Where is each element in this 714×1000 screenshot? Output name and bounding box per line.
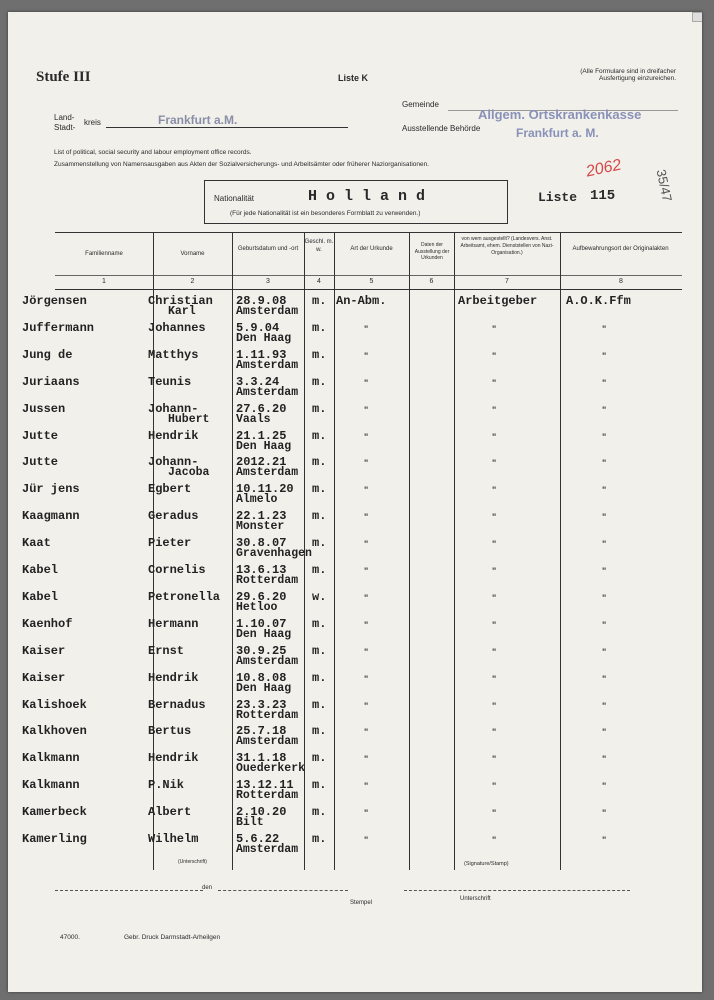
den-label: den <box>202 885 213 891</box>
given-name2-cell: Hubert <box>168 412 210 426</box>
col-number-2: 2 <box>190 278 195 285</box>
nationality-note: (Für jede Nationalität ist ein besonderes Formblatt zu verwenden.) <box>230 210 421 217</box>
birth-date-cell: 22.1.23 <box>236 509 287 524</box>
nationality-value: H o l l a n d <box>308 188 426 205</box>
table-row <box>8 805 702 833</box>
kreis-underline <box>106 127 348 128</box>
paper-clip-mark <box>692 12 702 22</box>
document-type-cell: " <box>364 323 369 334</box>
given-name-cell: Pieter <box>148 536 192 551</box>
col-number-8: 8 <box>619 278 623 285</box>
surname-cell: Jörgensen <box>22 294 87 308</box>
given-name-cell: Christian <box>148 294 213 308</box>
list-german: Zusammenstellung von Namensausgaben aus Akten der Sozialversicherungs- und Arbeitsämter oder früherer Naziorganisationen. <box>54 161 430 168</box>
birth-date-cell: 5.9.04 <box>236 320 280 335</box>
given-name-cell: Wilhelm <box>148 832 199 846</box>
birth-place-cell: Rotterdam <box>236 574 299 587</box>
table-row <box>8 751 702 779</box>
issuer-cell: " <box>492 377 497 388</box>
sex-cell: m. <box>312 374 327 389</box>
birth-date-cell: 13.12.11 <box>236 778 294 793</box>
birth-place-cell: Amsterdam <box>236 843 299 856</box>
surname-cell: Juriaans <box>22 374 80 389</box>
given-name-cell: Johann- <box>148 401 199 416</box>
red-handwritten-mark: 2062 <box>584 156 623 181</box>
table-row <box>8 590 702 618</box>
given-name-cell: Hendrik <box>148 428 199 443</box>
col-number-6: 6 <box>429 278 434 285</box>
issuer-cell: " <box>492 458 497 469</box>
sex-cell: m. <box>312 616 327 631</box>
surname-cell: Kalkhoven <box>22 724 87 739</box>
surname-cell: Kaat <box>22 536 51 551</box>
birth-date-cell: 3.3.24 <box>236 374 280 389</box>
sex-cell: m. <box>312 428 327 443</box>
given-name-cell: Ernst <box>148 643 185 658</box>
sex-cell: m. <box>312 401 327 416</box>
archive-location-cell: " <box>602 835 607 845</box>
birth-place-cell: Amsterdam <box>236 358 299 372</box>
col-number-5: 5 <box>369 278 374 285</box>
archive-location-cell: " <box>602 619 607 630</box>
archive-location-cell: " <box>602 323 607 334</box>
archive-location-cell: " <box>602 377 607 388</box>
col-header-vorname: Vorname <box>180 251 205 257</box>
document-type-cell: " <box>364 512 369 523</box>
birth-date-cell: 30.8.07 <box>236 536 287 551</box>
document-type-cell: " <box>364 431 369 442</box>
birth-place-cell: Amsterdam <box>236 385 299 399</box>
document-type-cell: " <box>364 619 369 630</box>
birth-place-cell: Den Haag <box>236 681 292 695</box>
table-row <box>8 832 702 860</box>
birth-place-cell: Rotterdam <box>236 708 299 722</box>
issuer-cell: " <box>492 350 497 361</box>
birth-place-cell: Amsterdam <box>236 466 299 480</box>
archive-location-cell: " <box>602 539 607 550</box>
table-row <box>8 698 702 726</box>
document-type-cell: " <box>364 700 369 711</box>
stempel-label: Stempel <box>350 900 373 906</box>
sex-cell: m. <box>312 320 327 335</box>
document-type-cell: " <box>364 592 369 603</box>
sex-cell: m. <box>312 455 327 470</box>
issuer-cell: " <box>492 673 497 684</box>
archive-location-cell: A.O.K.Ffm <box>566 294 631 308</box>
birth-date-cell: 23.3.23 <box>236 697 287 712</box>
issuer-cell: " <box>492 646 497 657</box>
birth-place-cell: Gravenhagen <box>236 547 312 561</box>
col-header-geschlecht: Geschl. m. w. <box>304 239 334 253</box>
list-english: List of political, social security and labour employment office records. <box>54 149 252 156</box>
birth-date-cell: 5.6.22 <box>236 832 280 846</box>
document-type-cell: " <box>364 808 369 819</box>
surname-cell: Kalkmann <box>22 751 80 766</box>
table-row <box>8 429 702 457</box>
sex-cell: m. <box>312 751 327 766</box>
birth-place-cell: Hetloo <box>236 600 278 614</box>
document-type-cell: " <box>364 485 369 496</box>
table-row <box>8 644 702 672</box>
birth-date-cell: 21.1.25 <box>236 428 287 443</box>
birth-place-cell: Den Haag <box>236 439 292 453</box>
stadt-label: Stadt- <box>54 123 76 132</box>
surname-cell: Kabel <box>22 563 59 577</box>
archive-location-cell: " <box>602 808 607 819</box>
issuer-cell: " <box>492 592 497 603</box>
birth-date-cell: 30.9.25 <box>236 643 287 658</box>
col-number-1: 1 <box>102 278 106 285</box>
given-name-cell: Hendrik <box>148 751 199 766</box>
birth-date-cell: 25.7.18 <box>236 724 287 739</box>
birth-date-cell: 29.6.20 <box>236 589 287 604</box>
document-type-cell: " <box>364 781 369 792</box>
place-dotted-line <box>55 890 203 891</box>
issuer-cell: " <box>492 323 497 334</box>
issuer-cell: " <box>492 727 497 738</box>
unterschrift-small-label: (Unterschrift) <box>178 859 207 865</box>
document-type-cell: " <box>364 377 369 388</box>
birth-place-cell: Vaals <box>236 412 271 426</box>
table-row <box>8 482 702 510</box>
birth-date-cell: 10.11.20 <box>236 482 294 497</box>
printer-label: Gebr. Druck Darmstadt-Arheilgen <box>124 934 221 941</box>
signature-dotted-line <box>404 890 630 891</box>
document-type-cell: " <box>364 646 369 657</box>
land-label: Land- <box>54 113 75 122</box>
document-type-cell: " <box>364 350 369 361</box>
archive-location-cell: " <box>602 458 607 469</box>
sex-cell: m. <box>312 778 327 793</box>
issuer-cell: " <box>492 835 497 845</box>
document-type-cell: " <box>364 539 369 550</box>
birth-date-cell: 13.6.13 <box>236 563 287 577</box>
birth-date-cell: 27.6.20 <box>236 401 287 416</box>
issuer-cell: " <box>492 754 497 765</box>
sex-cell: m. <box>312 563 327 577</box>
document-type-cell: " <box>364 566 369 576</box>
document-page <box>8 12 702 992</box>
birth-date-cell: 2012.21 <box>236 455 287 470</box>
sex-cell: m. <box>312 482 327 497</box>
pencil-mark: 35/47 <box>653 168 675 203</box>
surname-cell: Kaenhof <box>22 616 73 631</box>
given-name2-cell: Jacoba <box>168 466 210 480</box>
issuer-cell: " <box>492 512 497 523</box>
issuer-cell: " <box>492 781 497 792</box>
given-name-cell: P.Nik <box>148 778 185 793</box>
stamp-line1: Allgem. Ortskrankenkasse <box>478 107 642 122</box>
col-number-4: 4 <box>317 278 321 285</box>
date-dotted-line <box>218 890 348 891</box>
birth-place-cell: Amsterdam <box>236 654 299 668</box>
archive-location-cell: " <box>602 431 607 442</box>
issuer-cell: " <box>492 485 497 496</box>
given-name-cell: Hendrik <box>148 670 199 685</box>
unterschrift-label: Unterschrift <box>460 896 491 902</box>
issuer-cell: Arbeitgeber <box>458 294 538 308</box>
birth-date-cell: 1.10.07 <box>236 616 287 631</box>
surname-cell: Jutte <box>22 455 59 470</box>
print-number: 47000. <box>60 934 80 941</box>
col-header-aussteller: von wem ausgestellt? (Landesvers. Anst. Arbeitsamt, ehem. Dienststellen von Nazi-Organisation.) <box>460 236 554 256</box>
table-row <box>8 536 702 564</box>
birth-date-cell: 1.11.93 <box>236 347 287 362</box>
birth-place-cell: Amsterdam <box>236 305 299 318</box>
archive-location-cell: " <box>602 727 607 738</box>
archive-location-cell: " <box>602 566 607 576</box>
archive-location-cell: " <box>602 700 607 711</box>
col-header-geburtsdatum: Geburtsdatum und -ort <box>237 246 299 252</box>
liste-number-label: Liste <box>538 190 578 205</box>
birth-date-cell: 28.9.08 <box>236 294 287 308</box>
birth-place-cell: Almelo <box>236 493 278 507</box>
surname-cell: Kaiser <box>22 670 66 685</box>
birth-place-cell: Ouederkerk <box>236 762 306 776</box>
archive-location-cell: " <box>602 592 607 603</box>
table-row <box>8 778 702 806</box>
surname-cell: Kaiser <box>22 643 66 658</box>
given-name-cell: Cornelis <box>148 563 206 577</box>
sex-cell: m. <box>312 805 327 820</box>
document-type-cell: " <box>364 835 369 845</box>
given-name-cell: Hermann <box>148 616 199 631</box>
col-header-aufbewahrung: Aufbewahrungsort der Originalakten <box>572 246 669 252</box>
sex-cell: m. <box>312 670 327 685</box>
birth-date-cell: 10.8.08 <box>236 670 287 685</box>
given-name2-cell: Karl <box>168 305 196 318</box>
surname-cell: Jussen <box>22 401 66 416</box>
document-type-cell: " <box>364 458 369 469</box>
archive-location-cell: " <box>602 754 607 765</box>
gemeinde-label: Gemeinde <box>402 100 439 109</box>
given-name-cell: Johann- <box>148 455 199 470</box>
archive-location-cell: " <box>602 350 607 361</box>
birth-place-cell: Den Haag <box>236 331 292 345</box>
document-type-cell: An-Abm. <box>336 294 387 308</box>
liste-label: Liste K <box>338 73 369 83</box>
kreis-label: kreis <box>84 118 101 127</box>
sex-cell: m. <box>312 294 327 308</box>
sex-cell: w. <box>312 589 327 604</box>
birth-place-cell: Bilt <box>236 816 264 830</box>
table-row <box>8 375 702 403</box>
table-row <box>8 348 702 376</box>
sex-cell: m. <box>312 509 327 524</box>
sex-cell: m. <box>312 536 327 551</box>
given-name-cell: Bertus <box>148 724 192 739</box>
document-type-cell: " <box>364 754 369 765</box>
given-name-cell: Teunis <box>148 374 192 389</box>
archive-location-cell: " <box>602 646 607 657</box>
stufe-label: Stufe III <box>36 69 91 85</box>
issuer-cell: " <box>492 539 497 550</box>
surname-cell: Jür jens <box>22 482 80 497</box>
col-header-daten: Daten der Ausstellung der Urkunden <box>414 242 450 261</box>
col-header-art: Art der Urkunde <box>350 246 393 252</box>
archive-location-cell: " <box>602 485 607 496</box>
table-row <box>8 509 702 537</box>
table-row <box>8 321 702 349</box>
birth-date-cell: 2.10.20 <box>236 805 287 820</box>
document-type-cell: " <box>364 673 369 684</box>
sex-cell: m. <box>312 643 327 658</box>
table-header-divider <box>55 275 682 276</box>
surname-cell: Kabel <box>22 589 59 604</box>
form-note-line2: Ausfertigung einzureichen. <box>599 75 676 82</box>
sex-cell: m. <box>312 724 327 739</box>
table-row <box>8 671 702 699</box>
nationality-label: Nationalität <box>214 194 255 203</box>
col-number-7: 7 <box>505 278 509 285</box>
birth-place-cell: Rotterdam <box>236 789 299 803</box>
surname-cell: Jutte <box>22 428 59 443</box>
table-row <box>8 402 702 430</box>
surname-cell: Kaagmann <box>22 509 80 524</box>
given-name-cell: Petronella <box>148 589 221 604</box>
col-header-familienname: Familienname <box>85 251 123 257</box>
issuer-cell: " <box>492 566 497 576</box>
issuer-cell: " <box>492 404 497 415</box>
archive-location-cell: " <box>602 673 607 684</box>
surname-cell: Kamerling <box>22 832 87 846</box>
given-name-cell: Geradus <box>148 509 199 524</box>
signature-stamp-label: (Signature/Stamp) <box>464 861 509 867</box>
given-name-cell: Egbert <box>148 482 192 497</box>
sex-cell: m. <box>312 832 327 846</box>
issuer-cell: " <box>492 700 497 711</box>
sex-cell: m. <box>312 697 327 712</box>
document-type-cell: " <box>364 404 369 415</box>
liste-number: 115 <box>590 188 616 204</box>
kreis-value-stamp: Frankfurt a.M. <box>158 113 238 127</box>
given-name-cell: Johannes <box>148 320 206 335</box>
form-note-line1: (Alle Formulare sind in dreifacher <box>580 68 676 75</box>
given-name-cell: Albert <box>148 805 192 820</box>
birth-place-cell: Monster <box>236 520 285 534</box>
table-header-bottom <box>55 289 682 290</box>
table-row <box>8 617 702 645</box>
issuer-cell: " <box>492 808 497 819</box>
table-row <box>8 563 702 591</box>
surname-cell: Juffermann <box>22 320 95 335</box>
archive-location-cell: " <box>602 512 607 523</box>
issuer-cell: " <box>492 431 497 442</box>
table-row <box>8 455 702 483</box>
birth-date-cell: 31.1.18 <box>236 751 287 766</box>
given-name-cell: Bernadus <box>148 697 206 712</box>
col-number-3: 3 <box>266 278 270 285</box>
birth-place-cell: Amsterdam <box>236 735 299 749</box>
document-type-cell: " <box>364 727 369 738</box>
surname-cell: Kalkmann <box>22 778 80 793</box>
behoerde-label: Ausstellende Behörde <box>402 124 481 133</box>
form-note <box>526 68 676 82</box>
sex-cell: m. <box>312 347 327 362</box>
archive-location-cell: " <box>602 404 607 415</box>
issuer-cell: " <box>492 619 497 630</box>
table-top-border <box>55 232 682 233</box>
surname-cell: Kamerbeck <box>22 805 87 820</box>
surname-cell: Kalishoek <box>22 697 87 712</box>
archive-location-cell: " <box>602 781 607 792</box>
surname-cell: Jung de <box>22 347 73 362</box>
table-row <box>8 294 702 322</box>
birth-place-cell: Den Haag <box>236 627 292 641</box>
table-row <box>8 724 702 752</box>
given-name-cell: Matthys <box>148 347 199 362</box>
stamp-line2: Frankfurt a. M. <box>516 126 599 140</box>
